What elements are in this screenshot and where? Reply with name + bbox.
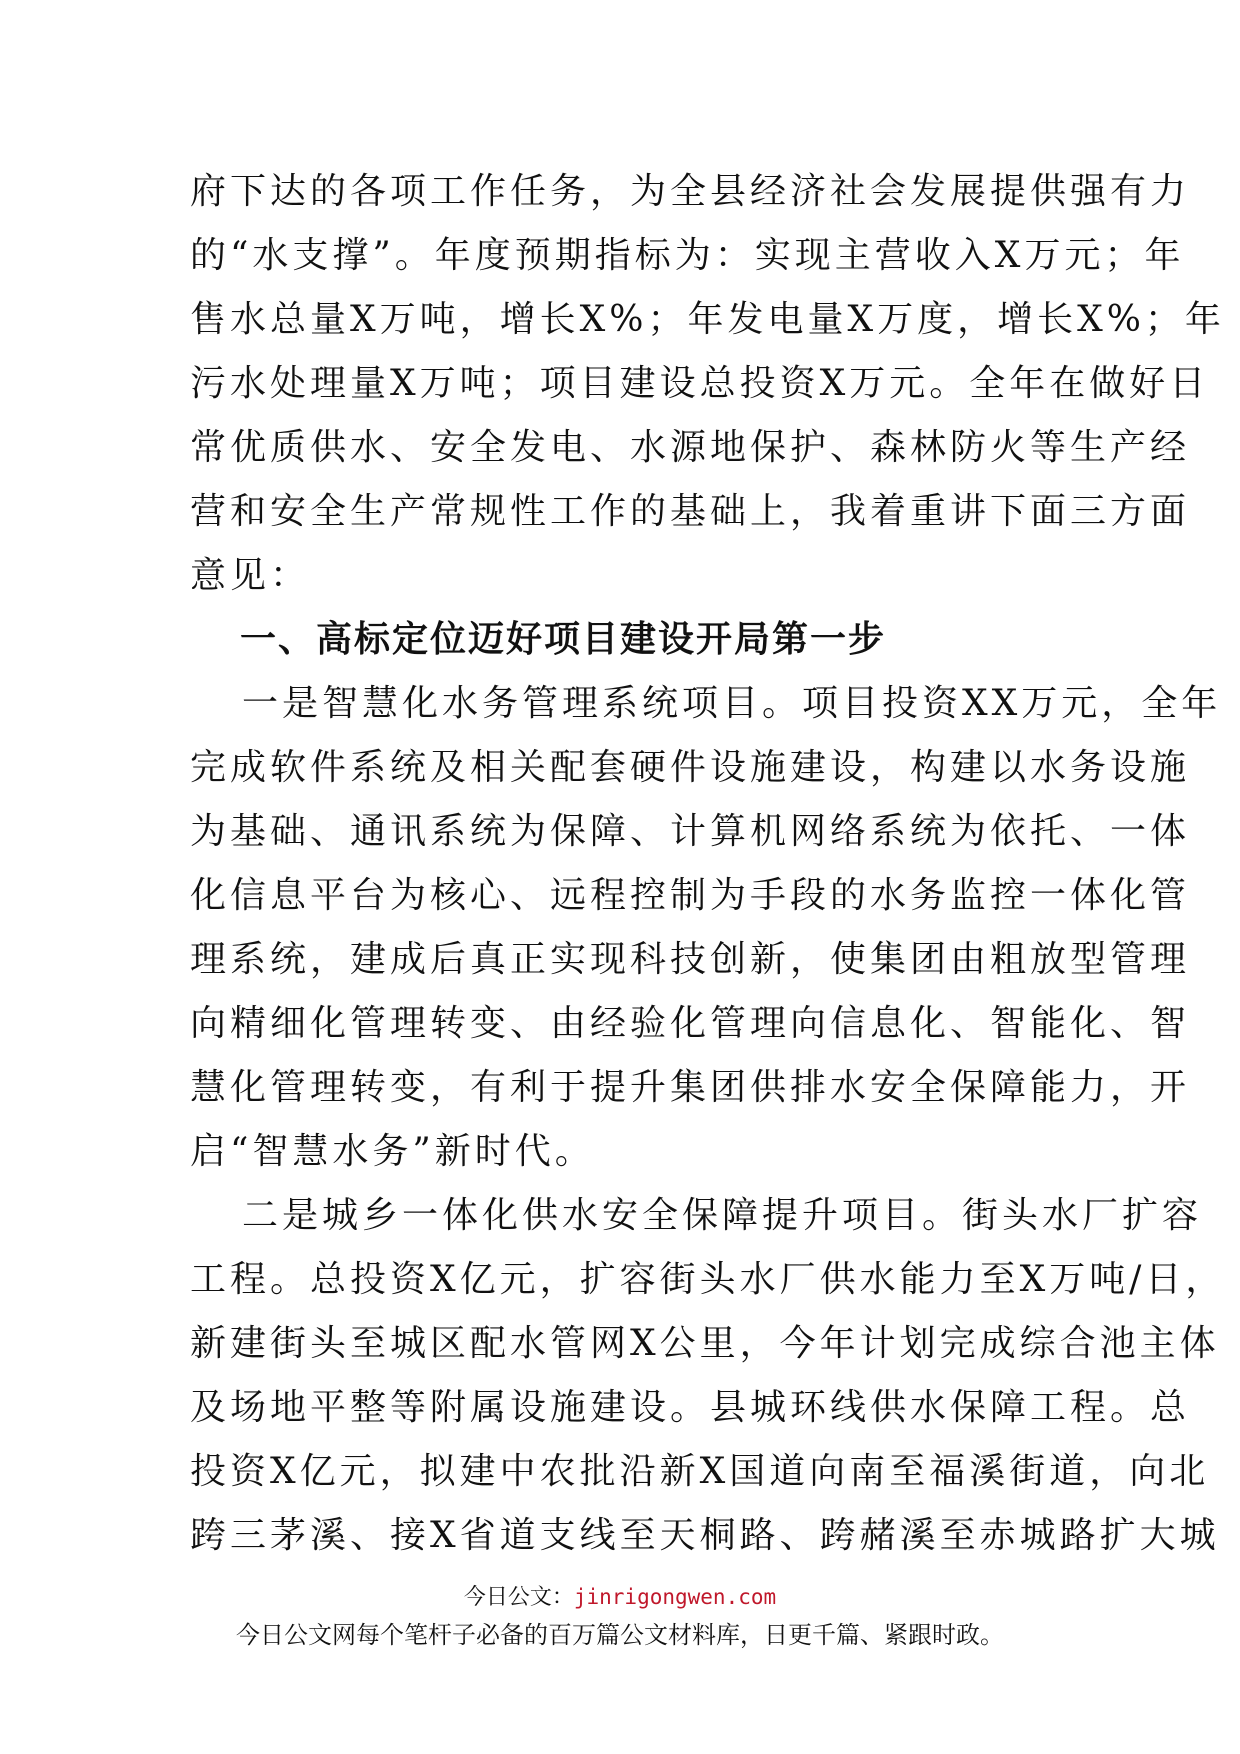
body-line: 工程。总投资X亿元，扩容街头水厂供水能力至X万吨/日， <box>190 1259 1226 1300</box>
page-footer <box>0 1582 1240 1655</box>
body-line: 为基础、通讯系统为保障、计算机网络系统为依托、一体 <box>190 811 1191 852</box>
body-line: 污水处理量X万吨；项目建设总投资X万元。全年在做好日 <box>190 363 1210 404</box>
body-line: 营和安全生产常规性工作的基础上，我着重讲下面三方面 <box>190 491 1191 532</box>
body-line: 的“水支撑”。年度预期指标为：实现主营收入X万元；年 <box>190 235 1185 276</box>
body-line: 常优质供水、安全发电、水源地保护、森林防火等生产经 <box>190 427 1191 468</box>
body-line: 完成软件系统及相关配套硬件设施建设，构建以水务设施 <box>190 747 1191 788</box>
section-heading: 一、高标定位迈好项目建设开局第一步 <box>240 619 887 660</box>
body-line: 慧化管理转变，有利于提升集团供排水安全保障能力，开 <box>190 1067 1191 1108</box>
body-line: 跨三茅溪、接X省道支线至天桐路、跨赭溪至赤城路扩大城 <box>190 1515 1220 1556</box>
body-line: 投资X亿元，拟建中农批沿新X国道向南至福溪街道，向北 <box>190 1451 1210 1492</box>
footer-slogan: 今日公文网每个笔杆子必备的百万篇公文材料库，日更千篇、紧跟时政。 <box>236 1621 1004 1649</box>
document-body <box>190 160 1226 1568</box>
body-line: 化信息平台为核心、远程控制为手段的水务监控一体化管 <box>190 875 1191 916</box>
paragraph-first-line: 一是智慧化水务管理系统项目。项目投资XX万元，全年 <box>242 683 1222 724</box>
paragraph-first-line: 二是城乡一体化供水安全保障提升项目。街头水厂扩容 <box>242 1195 1203 1236</box>
body-line: 新建街头至城区配水管网X公里，今年计划完成综合池主体 <box>190 1323 1220 1364</box>
body-line: 向精细化管理转变、由经验化管理向信息化、智能化、智 <box>190 1003 1191 1044</box>
body-line: 意见： <box>190 555 311 596</box>
body-line: 启“智慧水务”新时代。 <box>190 1131 595 1172</box>
body-line: 及场地平整等附属设施建设。县城环线供水保障工程。总 <box>190 1387 1191 1428</box>
footer-site-link[interactable]: jinrigongwen.com <box>573 1585 777 1609</box>
body-line: 售水总量X万吨，增长X%；年发电量X万度，增长X%；年 <box>190 299 1225 340</box>
body-line: 理系统，建成后真正实现科技创新，使集团由粗放型管理 <box>190 939 1191 980</box>
footer-source-label: 今日公文： <box>463 1585 574 1610</box>
body-line: 府下达的各项工作任务，为全县经济社会发展提供强有力 <box>190 171 1191 212</box>
footer-source <box>0 1582 1240 1613</box>
